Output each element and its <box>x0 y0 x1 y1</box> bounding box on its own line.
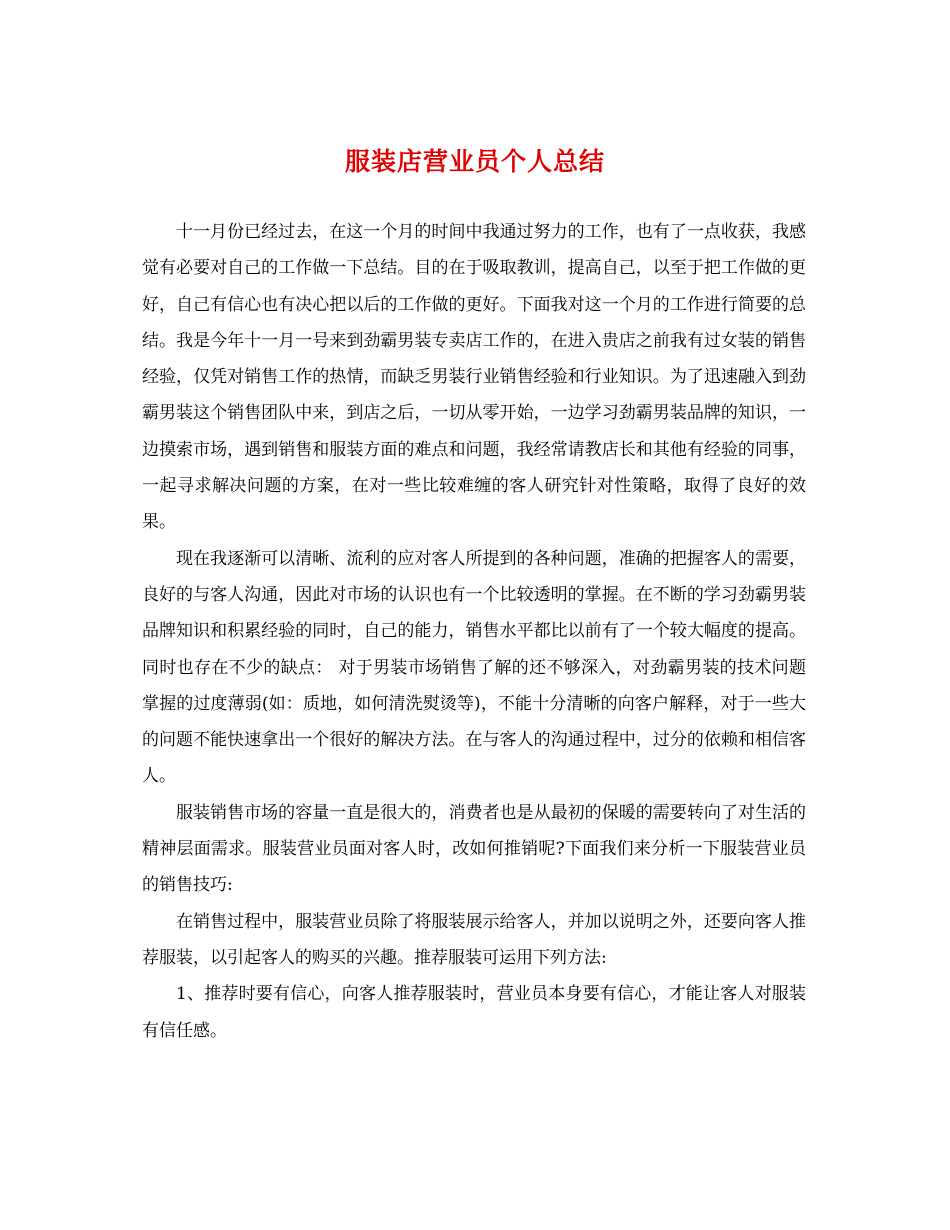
paragraph-1: 十一月份已经过去，在这一个月的时间中我通过努力的工作，也有了一点收获，我感觉有必要对自己的工作做一下总结。目的在于吸取教训，提高自己，以至于把工作做的更好，自己有信心也有决心把以后的工作做的更好。下面我对这一个月的工作进行简要的总结。我是今年十一月一号来到劲霸男装专卖店工作的，在进入贵店之前我有过女装的销售经验，仅凭对销售工作的热情，而缺乏男装行业销售经验和行业知识。为了迅速融入到劲霸男装这个销售团队中来，到店之后，一切从零开始，一边学习劲霸男装品牌的知识，一边摸索市场，遇到销售和服装方面的难点和问题，我经常请教店长和其他有经验的同事，一起寻求解决问题的方案，在对一些比较难缠的客人研究针对性策略，取得了良好的效果。 <box>142 222 806 533</box>
paragraph-3: 服装销售市场的容量一直是很大的，消费者也是从最初的保暖的需要转向了对生活的精神层面需求。服装营业员面对客人时，改如何推销呢?下面我们来分析一下服装营业员的销售技巧: <box>142 802 806 896</box>
paragraph-5: 1、推荐时要有信心，向客人推荐服装时，营业员本身要有信心，才能让客人对服装有信任感。 <box>142 984 806 1041</box>
document-body <box>142 214 806 1049</box>
document-title: 服装店营业员个人总结 <box>344 147 605 176</box>
paragraph-4: 在销售过程中，服装营业员除了将服装展示给客人，并加以说明之外，还要向客人推荐服装，以引起客人的购买的兴趣。推荐服装可运用下列方法: <box>142 911 806 968</box>
paragraph-2: 现在我逐渐可以清晰、流利的应对客人所提到的各种问题，准确的把握客人的需要，良好的与客人沟通，因此对市场的认识也有一个比较透明的掌握。在不断的学习劲霸男装品牌知识和积累经验的同时，自己的能力，销售水平都比以前有了一个较大幅度的提高。 同时也存在不少的缺点： 对于男装市场销售了解的还不够深入，对劲霸男装的技术问题掌握的过度薄弱(如：质地，如何清洗熨烫等)，不能十分清晰的向客户解释，对于一些大的问题不能快速拿出一个很好的解决方法。在与客人的沟通过程中，过分的依赖和相信客人。 <box>142 548 806 787</box>
